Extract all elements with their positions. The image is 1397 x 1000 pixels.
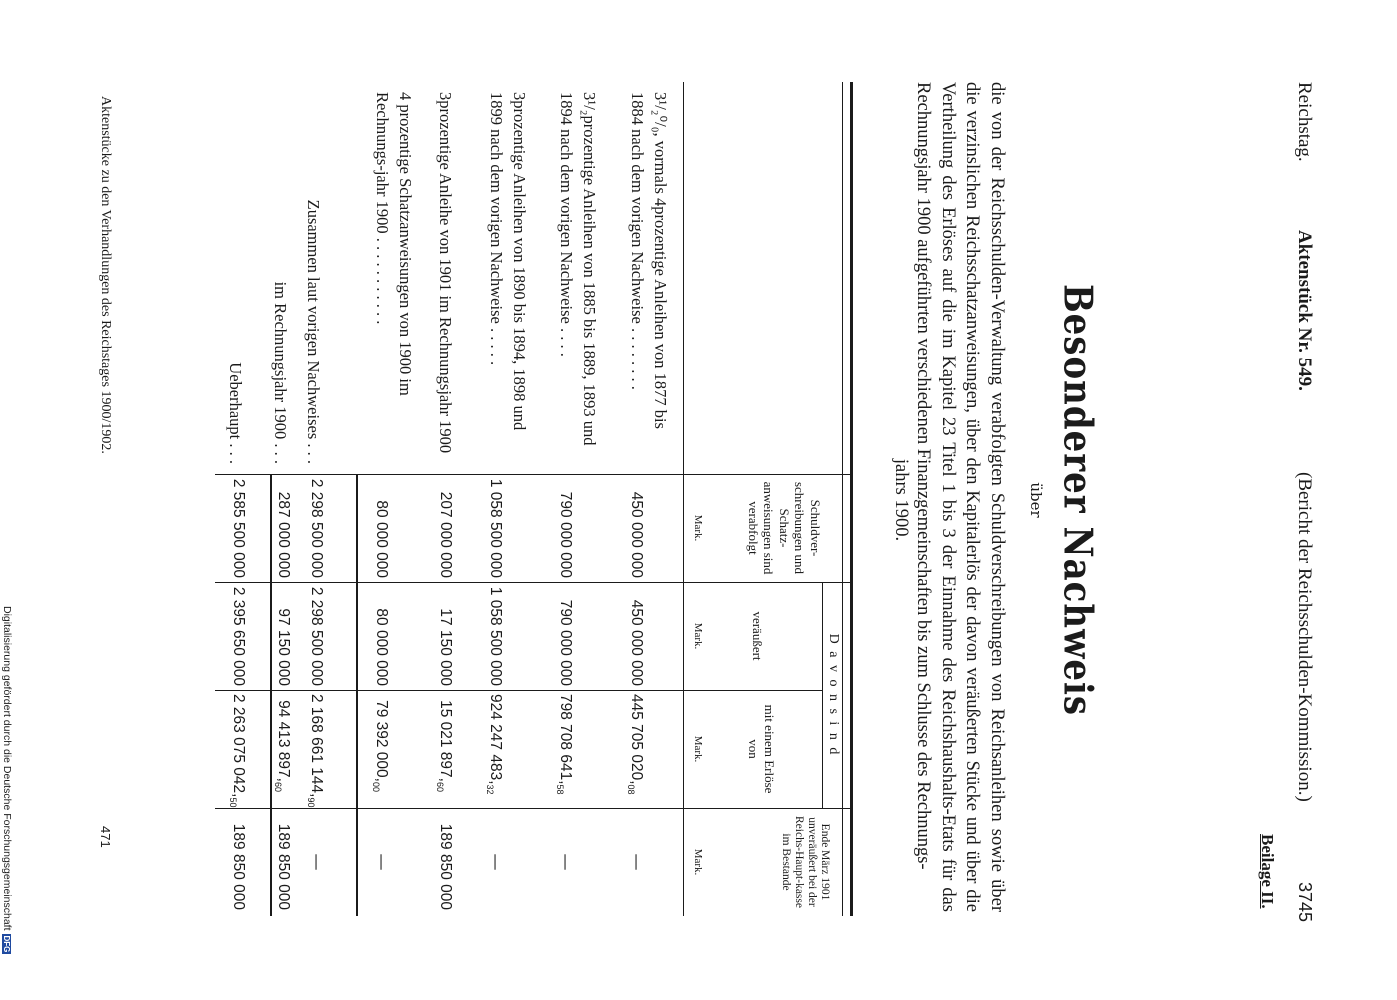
cell-veraeussert: 1 058 500 000 bbox=[487, 586, 504, 686]
document-title: Besonderer Nachweis bbox=[1054, 283, 1100, 717]
col-rule-3 bbox=[215, 690, 823, 691]
totals-row-label: Zusammen laut vorigen Nachweises . . . bbox=[304, 199, 323, 464]
col-rule-4 bbox=[215, 808, 851, 809]
total-erloes: 2 168 661 $144,_{90}$ bbox=[305, 694, 325, 808]
cell-verabfolgt: 1 058 500 000 bbox=[487, 478, 504, 578]
table-row-label: 3prozentige Anleihe von 1901 im Rechnungsjahr 1900 bbox=[436, 92, 455, 454]
cell-verabfolgt: 207 000 000 bbox=[437, 491, 454, 578]
rows-bottom-rule bbox=[356, 474, 358, 916]
header-center: Aktenstück Nr. 549. bbox=[1294, 230, 1315, 391]
dfg-logo: DFG bbox=[2, 935, 11, 953]
table-top-rule bbox=[850, 82, 853, 916]
intro-end: jahrs 1900. bbox=[891, 458, 911, 542]
page-number: 3745 bbox=[1295, 882, 1315, 923]
header-left: Reichstag. bbox=[1294, 82, 1315, 162]
header-right-text: (Bericht der Reichsschulden-Kommission.) bbox=[1294, 472, 1315, 802]
header-bottom-rule bbox=[683, 82, 684, 916]
footer-page: 471 bbox=[98, 826, 113, 848]
cell-bestand: — bbox=[487, 854, 504, 870]
appendix-label: Beilage II. bbox=[1258, 834, 1277, 909]
group-rule bbox=[822, 583, 823, 808]
subtotal-rule bbox=[270, 474, 272, 916]
cell-bestand: 189 850 000 bbox=[437, 823, 454, 910]
totals-row-label: Ueberhaupt . . . bbox=[226, 362, 245, 464]
cell-verabfolgt: 450 000 000 bbox=[628, 491, 645, 578]
col-unit-erloes: Mark. bbox=[692, 735, 704, 763]
digitization-note: Digitalisierung gefördert durch die Deutsche ForschungsgemeinschaftDFG bbox=[1, 606, 13, 953]
col-rule-1 bbox=[215, 474, 851, 475]
footer-source: Aktenstücke zu den Verhandlungen des Reichstages 1900/1902. bbox=[98, 96, 113, 454]
cell-verabfolgt: 790 000 000 bbox=[557, 491, 574, 578]
table-row-label: 4 prozentige Schatzanweisungen von 1900 im Rechnungs-jahr 1900 . . . . . . . . . . . bbox=[373, 92, 415, 396]
cell-bestand: — bbox=[628, 854, 645, 870]
total-verabfolgt: 2 585 500 000 bbox=[230, 478, 247, 578]
cell-erloes: 79 392 $000,_{00}$ bbox=[370, 700, 390, 792]
document-subtitle: über bbox=[1027, 482, 1045, 518]
total-bestand: — bbox=[308, 854, 325, 870]
cell-erloes: 924 247 $483,_{32}$ bbox=[484, 694, 504, 795]
cell-erloes: 15 021 $897,_{60}$ bbox=[434, 700, 454, 792]
cell-erloes: 445 705 $020,_{08}$ bbox=[625, 694, 645, 795]
totals-row-label: im Rechnungsjahr 1900 . . . bbox=[271, 281, 290, 464]
cell-erloes: 798 708 $641,_{58}$ bbox=[554, 694, 574, 795]
total-erloes: 94 413 $897,_{60}$ bbox=[272, 700, 292, 792]
table-row-label: 3prozentige Anleihen von 1890 bis 1894, 1898 und 1899 nach dem vorigen Nachweise . . . . . bbox=[487, 92, 529, 431]
table-row-label: 3¹/₂prozentige Anleihen von 1885 bis 1889, 1893 und 1894 nach dem vorigen Nachweise . . . . bbox=[557, 92, 599, 446]
cell-veraeussert: 80 000 000 bbox=[373, 608, 390, 686]
total-verabfolgt: 287 000 000 bbox=[275, 491, 292, 578]
col-unit-veraeussert: Mark. bbox=[692, 622, 704, 650]
cell-veraeussert: 17 150 000 bbox=[437, 608, 454, 686]
table-row-label: 3¹/₂⁰/₀, vormals 4prozentige Anleihen von 1877 bis 1884 nach dem vorigen Nachweise . . . . . . . . bbox=[628, 92, 670, 429]
total-bestand: 189 850 000 bbox=[275, 823, 292, 910]
col-header-veraeussert: veräußert bbox=[750, 611, 765, 661]
total-bestand: 189 850 000 bbox=[230, 823, 247, 910]
col-group-header: D a v o n s i n d bbox=[826, 633, 841, 757]
total-erloes: 2 263 075 $042,_{50}$ bbox=[227, 694, 247, 808]
col-header-bestand: Ende März 1901 unveräußert bei der Reichs-Haupt-kasse im Bestande bbox=[780, 816, 831, 908]
col-unit-verabfolgt: Mark. bbox=[692, 514, 704, 542]
table-top-rule-thin bbox=[842, 82, 843, 916]
cell-bestand: — bbox=[373, 854, 390, 870]
total-verabfolgt: 2 298 500 000 bbox=[308, 478, 325, 578]
col-unit-bestand: Mark. bbox=[692, 848, 704, 876]
cell-veraeussert: 790 000 000 bbox=[557, 599, 574, 686]
col-header-verabfolgt: Schuldver-schreibungen und Schatz-anweisungen sind verabfolgt bbox=[746, 481, 823, 575]
total-veraeussert: 97 150 000 bbox=[275, 608, 292, 686]
total-veraeussert: 2 298 500 000 bbox=[308, 586, 325, 686]
total-veraeussert: 2 395 650 000 bbox=[230, 586, 247, 686]
cell-veraeussert: 450 000 000 bbox=[628, 599, 645, 686]
intro-paragraph: die von der Reichsschulden-Verwaltung verabfolgten Schuldverschreibungen von Reichsanleihen sowie über die verzinslichen Reichsschatzanweisungen, über den Kapitalerlös der davon veräußerten Stücke und über die Vertheilung des Erlöses auf die im Kapitel 23 Titel 1 bis 3 der Einnahme des Reichshaushalts-Etats für das Rechnungsjahr 1900 aufgeführten verschiedenen Finanzgemeinschaften bis zum Schlusse des Rechnungs- bbox=[912, 82, 1007, 912]
col-rule-2 bbox=[215, 582, 851, 583]
cell-bestand: — bbox=[557, 854, 574, 870]
cell-verabfolgt: 80 000 000 bbox=[373, 500, 390, 578]
col-header-erloes: mit einem Erlöse von bbox=[746, 704, 777, 794]
